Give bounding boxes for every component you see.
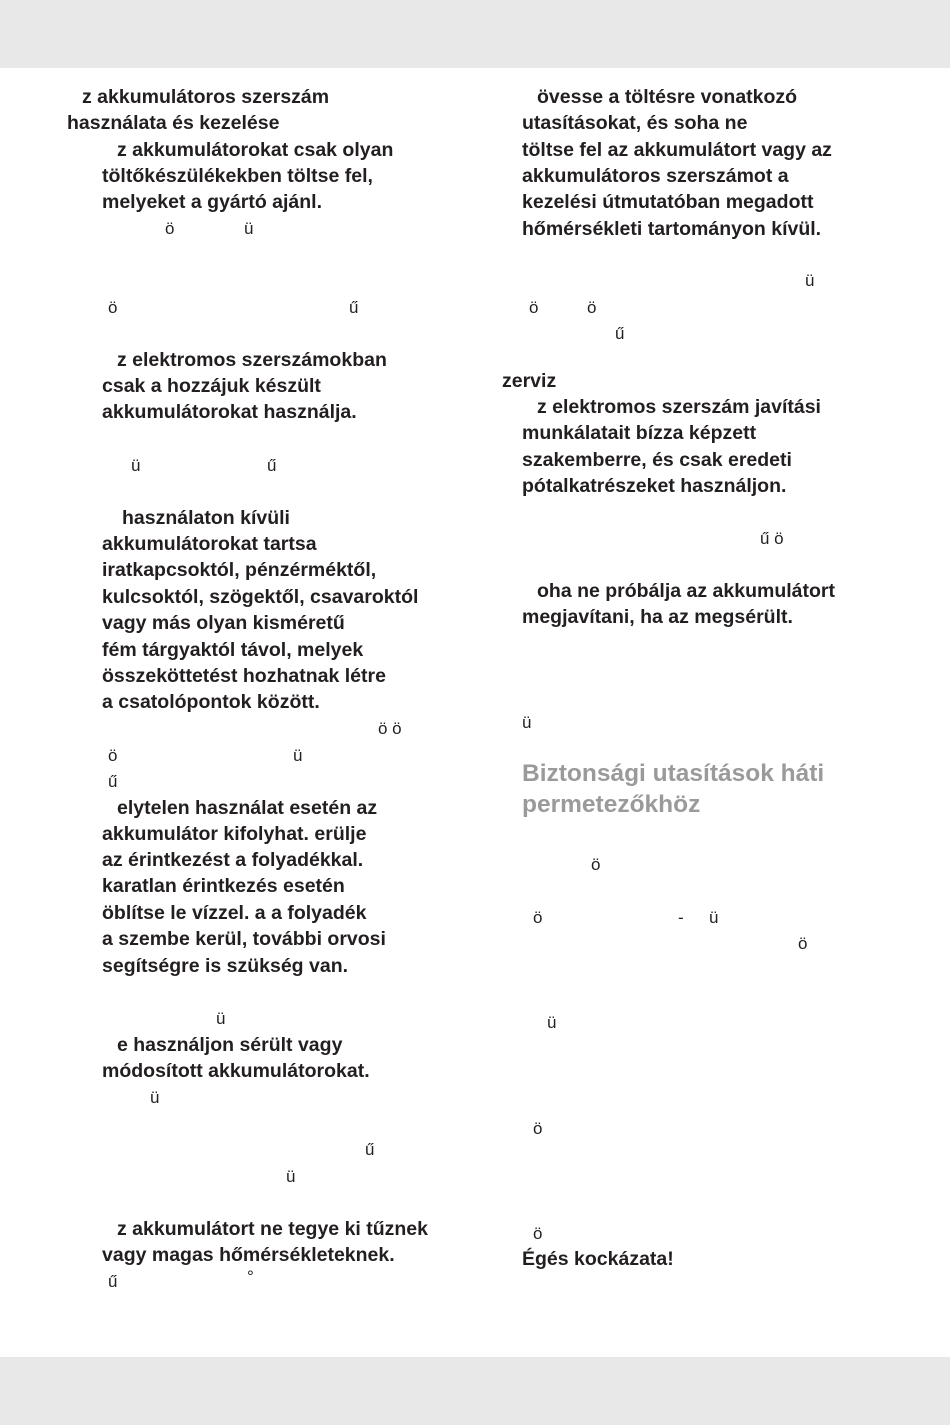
paragraph-text: kulcsoktól, szögektől, csavaroktól — [102, 586, 419, 608]
text-fragment: ö — [533, 1224, 543, 1243]
paragraph-text: elytelen használat esetén az — [117, 797, 378, 819]
paragraph-text: csak a hozzájuk készült — [102, 375, 321, 397]
text-fragment: ö — [587, 298, 597, 317]
text-fragment: ö — [798, 934, 808, 953]
text-fragment: ü — [286, 1167, 296, 1186]
paragraph-text: z elektromos szerszám javítási — [537, 396, 821, 418]
text-fragment: ű — [365, 1140, 375, 1159]
paragraph-text: használaton kívüli — [122, 507, 290, 529]
bottom-gray-band — [0, 1357, 950, 1425]
paragraph-text: akkumulátor kifolyhat. erülje — [102, 823, 367, 845]
text-fragment: ü — [547, 1013, 557, 1032]
service-title: zerviz — [502, 370, 557, 392]
paragraph-text: z elektromos szerszámokban — [117, 349, 387, 371]
text-fragment: ű — [108, 772, 118, 791]
text-fragment: ü — [293, 746, 303, 765]
burn-warning: Égés kockázata! — [522, 1248, 674, 1270]
paragraph-text: hőmérsékleti tartományon kívül. — [522, 218, 822, 240]
text-fragment: ü — [805, 271, 815, 290]
paragraph-text: akkumulátoros szerszámot a — [522, 165, 789, 187]
text-fragment: ö — [533, 908, 543, 927]
text-fragment: ö — [165, 219, 175, 238]
paragraph-text: utasításokat, és soha ne — [522, 112, 748, 134]
paragraph-text: melyeket a gyártó ajánl. — [102, 191, 323, 213]
text-fragment: ü — [522, 713, 532, 732]
paragraph-text: összeköttetést hozhatnak létre — [102, 665, 386, 687]
text-fragment: ö — [533, 1119, 543, 1138]
paragraph-text: fém tárgyaktól távol, melyek — [102, 639, 364, 661]
text-fragment: ü — [244, 219, 254, 238]
text-fragment: ° — [247, 1267, 254, 1286]
paragraph-text: z akkumulátorokat csak olyan — [117, 139, 394, 161]
paragraph-text: a csatolópontok között. — [102, 691, 320, 713]
section-heading-line-1: Biztonsági utasítások háti — [522, 760, 825, 787]
paragraph-text: akkumulátorokat használja. — [102, 401, 357, 423]
paragraph-text: az érintkezést a folyadékkal. — [102, 849, 364, 871]
text-fragment: ű — [349, 298, 359, 317]
paragraph-text: szakemberre, és csak eredeti — [522, 449, 792, 471]
paragraph-text: kezelési útmutatóban megadott — [522, 191, 814, 213]
paragraph-text: e használjon sérült vagy — [117, 1034, 343, 1056]
section-title-line-2: használata és kezelése — [67, 112, 280, 134]
paragraph-text: pótalkatrészeket használjon. — [522, 475, 787, 497]
text-fragment: ö — [108, 298, 118, 317]
text-fragment: ö ö — [378, 719, 402, 738]
section-heading-line-2: permetezőkhöz — [522, 791, 701, 818]
text-fragment: ü — [131, 456, 141, 475]
paragraph-text: akkumulátorokat tartsa — [102, 533, 317, 555]
text-fragment: ű — [108, 1272, 118, 1291]
text-fragment: ö — [529, 298, 539, 317]
paragraph-text: öblítse le vízzel. a a folyadék — [102, 902, 367, 924]
paragraph-text: karatlan érintkezés esetén — [102, 875, 345, 897]
text-fragment: ű ö — [760, 529, 784, 548]
paragraph-text: megjavítani, ha az megsérült. — [522, 606, 793, 628]
section-title-line-1: z akkumulátoros szerszám — [82, 86, 330, 108]
paragraph-text: övesse a töltésre vonatkozó — [537, 86, 798, 108]
paragraph-text: iratkapcsoktól, pénzérméktől, — [102, 559, 377, 581]
paragraph-text: módosított akkumulátorokat. — [102, 1060, 370, 1082]
text-fragment: ű — [615, 324, 625, 343]
paragraph-text: a szembe kerül, további orvosi — [102, 928, 386, 950]
text-fragment: - — [678, 908, 684, 927]
paragraph-text: z akkumulátort ne tegye ki tűznek — [117, 1218, 429, 1240]
paragraph-text: vagy más olyan kisméretű — [102, 612, 345, 634]
top-gray-band — [0, 0, 950, 68]
paragraph-text: töltse fel az akkumulátort vagy az — [522, 139, 832, 161]
text-fragment: ö — [108, 746, 118, 765]
paragraph-text: segítségre is szükség van. — [102, 955, 349, 977]
paragraph-text: töltőkészülékekben töltse fel, — [102, 165, 373, 187]
text-fragment: ü — [150, 1088, 160, 1107]
text-fragment: ö — [591, 855, 601, 874]
paragraph-text: oha ne próbálja az akkumulátort — [537, 580, 835, 602]
text-fragment: ü — [216, 1009, 226, 1028]
text-fragment: ü — [709, 908, 719, 927]
text-fragment: ű — [267, 456, 277, 475]
paragraph-text: vagy magas hőmérsékleteknek. — [102, 1244, 395, 1266]
paragraph-text: munkálatait bízza képzett — [522, 422, 757, 444]
